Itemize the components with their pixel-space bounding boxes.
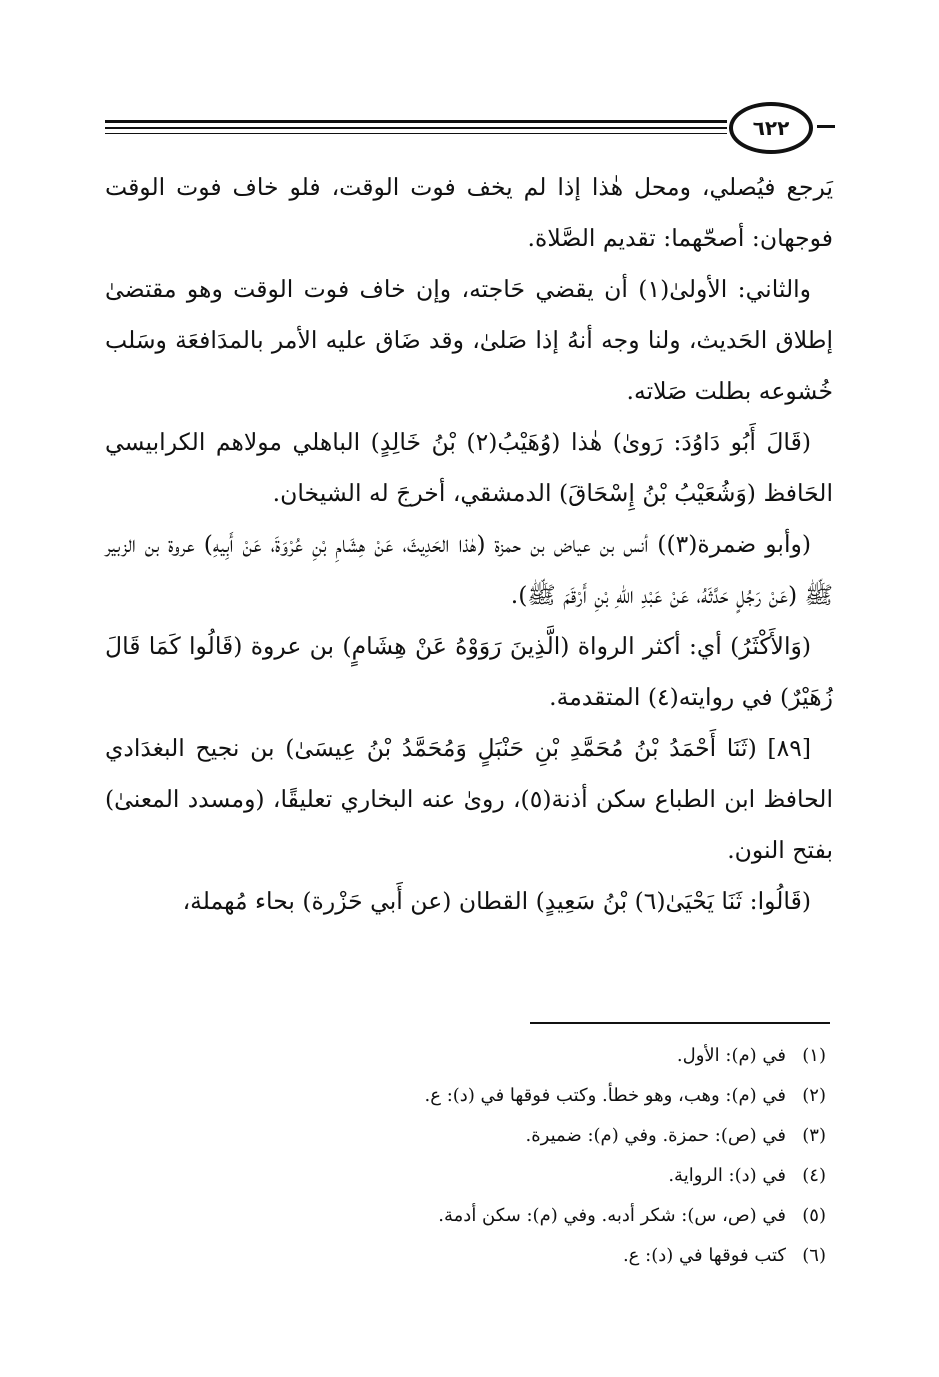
- footnote-text: في (ص): حمزة. وفي (م): ضميرة.: [525, 1125, 786, 1146]
- footnote-item: [105, 1036, 830, 1076]
- paragraph: (قَالَ أَبُو دَاوُدَ: رَوىٰ) هٰذا (وُهَيْبُ(٢) بْنُ خَالِدٍ) الباهلي مولاهم الكرابيسي الحَافظ (وَشُعَيْبُ بْنُ إِسْحَاقَ) الدمشقي، أخرجَ له الشيخان.: [105, 428, 833, 507]
- footnote-number: (٤): [802, 1165, 826, 1186]
- footnote-text: في (ص، س): شكر أدبه. وفي (م): سكن أدمة.: [438, 1205, 786, 1226]
- footnote-item: [105, 1156, 830, 1196]
- paragraph: (وأبو ضمرة(٣)) أنس بن عياض بن حمزة (هٰذا الحَدِيثَ، عَنْ هِشَامِ بْنِ عُرْوَةَ، عَنْ أَبِيهِ) عروة بن الزبير ﷺ (عَنْ رَجُلٍ حَدَّثَهُ، عَنْ عَبْدِ اللهِ بْنِ أَرْقَمَ ﷺ).: [105, 530, 833, 609]
- paragraph: والثاني: الأولىٰ(١) أن يقضي حَاجته، وإن خاف فوت الوقت وهو مقتضىٰ إطلاق الحَديث، ولنا وجه أنهُ إذا صَلىٰ، وقد ضَاق عليه الأمر بالمدَافعَة وسَلب خُشوعه بطلت صَلاته.: [105, 275, 833, 405]
- footnote-item: [105, 1196, 830, 1236]
- header-rule: [105, 133, 727, 134]
- footnote-item: [105, 1076, 830, 1116]
- paragraph: (قَالُوا: ثَنَا يَحْيَىٰ(٦) بْنُ سَعِيدٍ) القطان (عن أَبي حَزْرة) بحاء مُهملة،: [182, 887, 811, 915]
- footnote-number: (٣): [802, 1125, 826, 1146]
- footnote-text: كتب فوقها في (د): ع.: [622, 1245, 786, 1266]
- footnote-text: في (د): الرواية.: [668, 1165, 786, 1186]
- footnote-item: [105, 1116, 830, 1156]
- footnotes: [105, 1036, 830, 1276]
- paragraph: [٨٩] (ثَنَا أَحْمَدُ بْنُ مُحَمَّدِ بْنِ حَنْبَلٍ وَمُحَمَّدُ بْنُ عِيسَىٰ) بن نجيح البغدَادي الحافظ ابن الطباع سكن أذنة(٥)، روىٰ عنه البخاري تعليقًا، (ومسدد المعنىٰ) بفتح النون.: [105, 734, 833, 864]
- header-rule-tail: [817, 125, 835, 128]
- page-header: [105, 100, 833, 156]
- header-rule: [105, 127, 727, 129]
- page-number: ٦٢٢: [752, 116, 790, 140]
- footnote-separator: [530, 1022, 830, 1024]
- footnote-number: (٢): [802, 1085, 826, 1106]
- footnote-number: (٥): [802, 1205, 826, 1226]
- header-rule: [105, 120, 727, 123]
- paragraph: (وَالأَكْثَرُ) أي: أكثر الرواة (الَّذِينَ رَوَوْهُ عَنْ هِشَامٍ) بن عروة (قَالُوا كَمَا قَالَ زُهَيْرٌ) في روايته(٤) المتقدمة.: [105, 632, 833, 711]
- main-text: [105, 162, 833, 927]
- paragraph: يَرجع فيُصلي، ومحل هٰذا إذا لم يخف فوت الوقت، فلو خاف فوت الوقت فوجهان: أصحّهما: تقديم الصَّلاة.: [105, 173, 833, 252]
- footnote-number: (٦): [802, 1245, 826, 1266]
- footnote-text: في (م): وهب، وهو خطأ. وكتب فوقها في (د): ع.: [424, 1085, 786, 1106]
- footnote-text: في (م): الأول.: [676, 1045, 786, 1066]
- page-number-badge: [729, 102, 813, 154]
- footnote-number: (١): [802, 1045, 826, 1066]
- footnote-item: [105, 1236, 830, 1276]
